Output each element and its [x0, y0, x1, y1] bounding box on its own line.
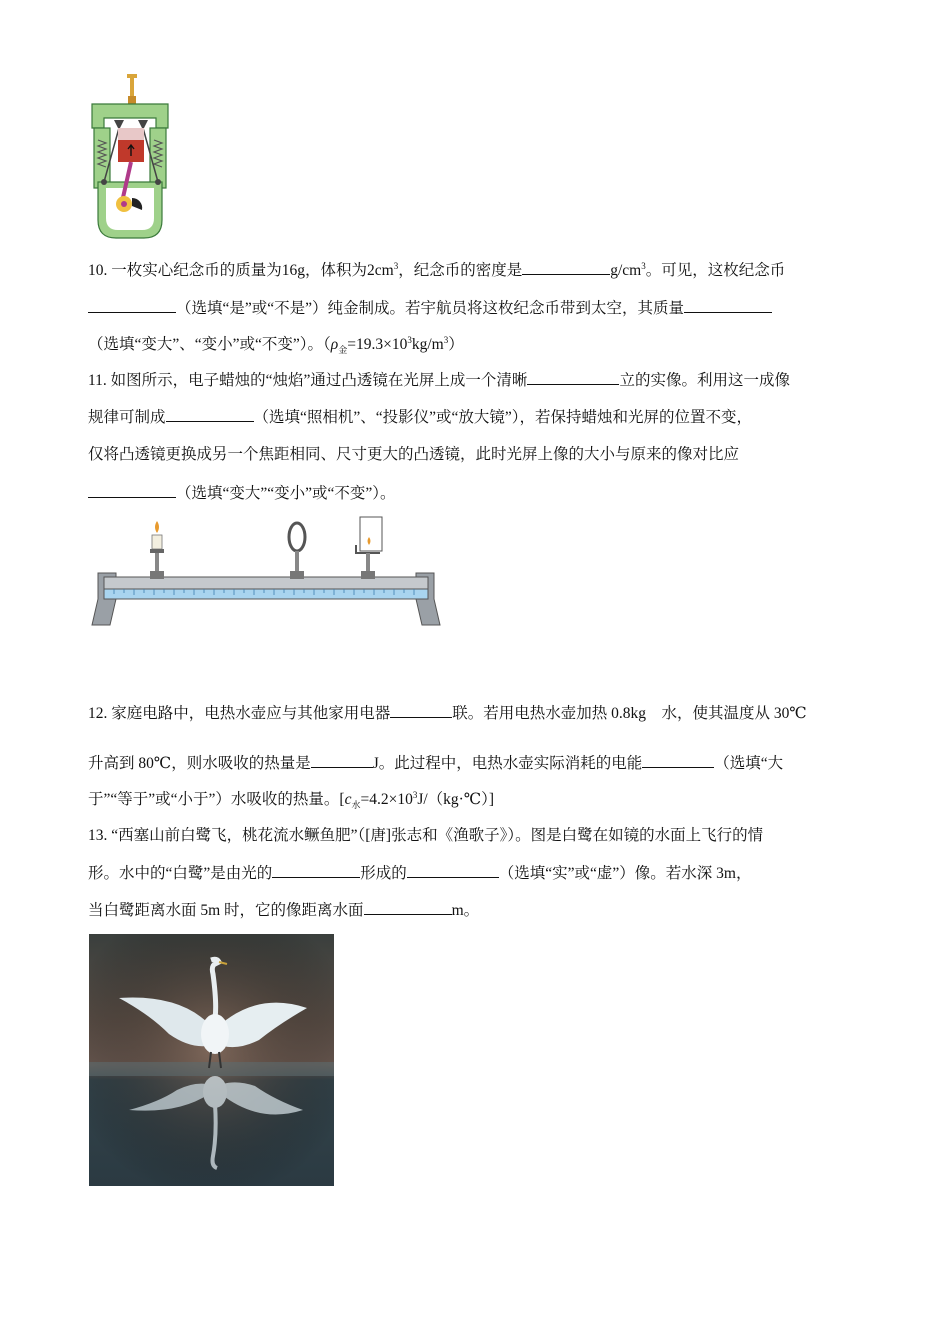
q11-line-4: （选填“变大”“变小”或“不变”）。: [88, 483, 396, 504]
answer-blank[interactable]: [311, 753, 373, 768]
q10-line-1: 10. 一枚实心纪念币的质量为16g，体积为$2cm^3$，纪念币的密度是 $g/cm^3$。可见，这枚纪念币: [88, 260, 786, 279]
answer-blank[interactable]: [272, 863, 360, 878]
q11-line-3: 仅将凸透镜更换成另一个焦距相同、尺寸更大的凸透镜，此时光屏上像的大小与原来的像对比应: [88, 446, 740, 463]
q10-line-3: （选填“变大”、“变小”或“不变”）。$(\rho_金=19.3\times 10^3kg/m^3)$: [88, 334, 464, 356]
q11-line-2: 规律可制成 （选填“照相机”、“投影仪”或“放大镜”），若保持蜡烛和光屏的位置不变，: [88, 409, 753, 426]
answer-blank[interactable]: [642, 753, 714, 768]
answer-blank[interactable]: [407, 863, 499, 878]
q12-line-1: 12. 家庭电路中，电热水壶应与其他家用电器 联。若用电热水壶加热 0.8kg 水，使其温度从 30℃: [88, 705, 807, 722]
q11-line-1: 11. 如图所示，电子蜡烛的“烛焰”通过凸透镜在光屏上成一个清晰 立的实像。利用这一成像: [88, 372, 790, 389]
answer-blank[interactable]: [684, 298, 772, 313]
q12-line-2: 升高到 80℃，则水吸收的热量是 J。此过程中，电热水壶实际消耗的电能 （选填“大: [88, 755, 784, 772]
q13-line-2: 形。水中的“白鹭”是由光的 形成的 （选填“实”或“虚”）像。若水深 3m，: [88, 865, 752, 882]
answer-blank[interactable]: [364, 900, 452, 915]
q12-line-3: 于”“等于”或“小于”）水吸收的热量。$[c_水=4.2\times 10^3J/(kg\cdot℃)]$: [88, 789, 495, 811]
answer-blank[interactable]: [527, 370, 619, 385]
answer-blank[interactable]: [166, 407, 254, 422]
engine-diagram: [84, 70, 176, 246]
optical-bench-diagram: [90, 515, 442, 630]
answer-blank[interactable]: [390, 703, 452, 718]
q13-line-1: 13. “西塞山前白鹭飞，桃花流水鳜鱼肥”（[唐]张志和《渔歌子》）。图是白鹭在如镜的水面上飞行的情: [88, 827, 764, 844]
answer-blank[interactable]: [88, 483, 176, 498]
egret-photo: [89, 934, 334, 1186]
q13-line-3: 当白鹭距离水面 5m 时，它的像距离水面 m。: [88, 902, 480, 919]
answer-blank[interactable]: [88, 298, 176, 313]
q10-line-2: （选填“是”或“不是”）纯金制成。若宇航员将这枚纪念币带到太空，其质量: [88, 298, 772, 319]
answer-blank[interactable]: [522, 260, 610, 275]
